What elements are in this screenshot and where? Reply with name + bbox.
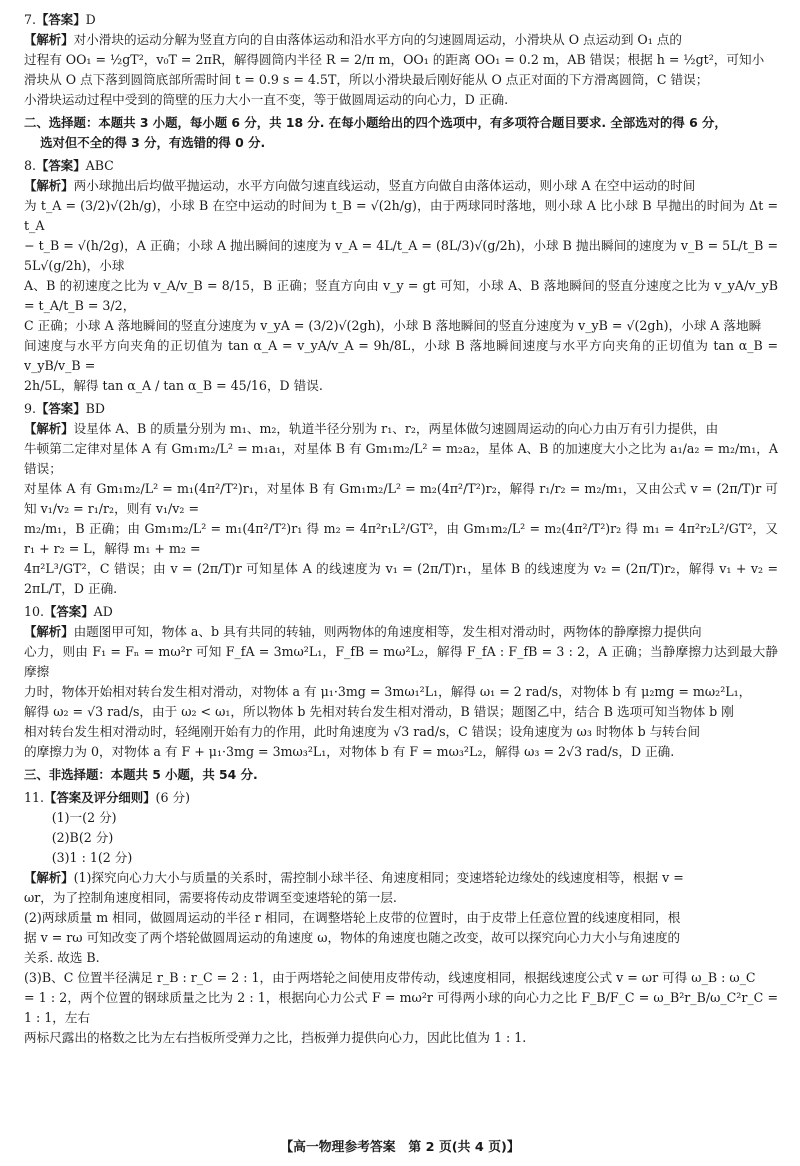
q11-item-1: (1)一(2 分) [51,810,117,825]
section-3-heading: 三、非选择题：本题共 5 小题，共 54 分. [24,767,258,782]
q9-analysis: 【解析】设星体 A、B 的质量分别为 m₁、m₂，轨道半径分别为 r₁、r₂，两星体做匀速圆周运动的向心力由万有引力提供，由 [24,421,719,436]
q11-item-2: (2)B(2 分) [51,830,114,845]
q8-line: 间速度与水平方向夹角的正切值为 tan α_A = v_yA/v_A = 9h/8L，小球 B 落地瞬间速度与水平方向夹角的正切值为 tan α_B = v_yB/v_B = [24,338,778,373]
q11-line: = 1 : 2，两个位置的钢球质量之比为 2 : 1，根据向心力公式 F = mω²r 可得两小球的向心力之比 F_B/F_C = ω_B²r_B/ω_C²r_C = 1 : 1，左右 [24,990,778,1025]
q10-line: 的摩擦力为 0，对物体 a 有 F + μ₁·3mg = 3mω₃²L₁，对物体 b 有 F = mω₃²L₂，解得 ω₃ = 2√3 rad/s，D 正确. [24,744,675,759]
q11-line: 两标尺露出的格数之比为左右挡板所受弹力之比，挡板弹力提供向心力，因此比值为 1 : 1. [24,1030,527,1045]
q8-line: − t_B = √(h/2g)，A 正确；小球 A 抛出瞬间的速度为 v_A = 4L/t_A = (8L/3)√(g/2h)，小球 B 抛出瞬间的速度为 v_B = 5L/t_B = 5L√(g/2h)，小球 [24,238,778,273]
q9-line: 牛顿第二定律对星体 A 有 Gm₁m₂/L² = m₁a₁，对星体 B 有 Gm₁m₂/L² = m₂a₂，星体 A、B 的加速度大小之比为 a₁/a₂ = m₂/m₁，A 错误； [24,441,778,476]
q11-heading: 11.【答案及评分细则】(6 分) [24,790,190,805]
q8-line: A、B 的初速度之比为 v_A/v_B = 8/15，B 正确；竖直方向由 v_y = gt 可知，小球 A、B 落地瞬间的竖直分速度之比为 v_yA/v_yB = t_A/t_B = 3/2， [24,278,778,313]
q8-line: 2h/5L，解得 tan α_A / tan α_B = 45/16，D 错误. [24,378,323,393]
q11-line: (3)B、C 位置半径满足 r_B : r_C = 2 : 1，由于两塔轮之间使用皮带传动，线速度相同，根据线速度公式 v = ωr 可得 ω_B : ω_C [24,970,756,985]
q9-line: 4π²L³/GT²，C 错误；由 v = (2π/T)r 可知星体 A 的线速度为 v₁ = (2π/T)r₁，星体 B 的线速度为 v₂ = (2π/T)r₂，解得 v₁ + v₂ = 2πL/T，D 正确. [24,561,778,596]
q11-line: (2)两球质量 m 相同，做圆周运动的半径 r 相同，在调整塔轮上皮带的位置时，由于皮带上任意位置的线速度相同，根 [24,910,681,925]
q8-analysis: 【解析】两小球抛出后均做平抛运动，水平方向做匀速直线运动，竖直方向做自由落体运动，则小球 A 在空中运动的时间 [24,178,696,193]
page-footer: 【高一物理参考答案 第 2 页(共 4 页)】 [280,1140,520,1155]
q10-line: 解得 ω₂ = √3 rad/s，由于 ω₂ < ω₁，所以物体 b 先相对转台发生相对滑动，B 错误；题图乙中，结合 B 选项可知当物体 b 刚 [24,704,734,719]
q7-line: 小滑块运动过程中受到的筒壁的压力大小一直不变，等于做圆周运动的向心力，D 正确. [24,92,509,107]
q8-line: C 正确；小球 A 落地瞬间的竖直分速度为 v_yA = (3/2)√(2gh)，小球 B 落地瞬间的竖直分速度为 v_yB = √(2gh)，小球 A 落地瞬 [24,318,762,333]
q11-line: 据 v = rω 可知改变了两个塔轮做圆周运动的角速度 ω，物体的角速度也随之改变，故可以探究向心力大小与角速度的 [24,930,681,945]
q11-line: ωr，为了控制角速度相同，需要将传动皮带调至变速塔轮的第一层. [24,890,397,905]
q11-analysis: 【解析】(1)探究向心力大小与质量的关系时，需控制小球半径、角速度相同；变速塔轮边缘处的线速度相等，根据 v = [24,870,684,885]
q7-line: 过程有 OO₁ = ½gT²，v₀T = 2πR，解得圆筒内半径 R = 2/π m，OO₁ 的距离 OO₁ = 0.2 m，AB 错误；根据 h = ½gt²，可知小 [24,52,765,67]
q11-line: 关系. 故选 B. [24,950,100,965]
q10-line: 相对转台发生相对滑动时，轻绳刚开始有力的作用，此时角速度为 √3 rad/s，C 错误；设角速度为 ω₃ 时物体 b 与转台间 [24,724,701,739]
q8-answer: 8.【答案】ABC [24,158,114,173]
section-2-heading-cont: 选对但不全的得 3 分，有选错的得 0 分. [40,135,266,150]
q10-line: 心力，则由 F₁ = Fₙ = mω²r 可知 F_fA = 3mω²L₁，F_fB = mω²L₂，解得 F_fA : F_fB = 3 : 2，A 正确；当静摩擦力达到最大静摩擦 [24,644,778,679]
q9-line: 对星体 A 有 Gm₁m₂/L² = m₁(4π²/T²)r₁，对星体 B 有 Gm₁m₂/L² = m₂(4π²/T²)r₂，解得 r₁/r₂ = m₂/m₁，又由公式 v = (2π/T)r 可知 v₁/v₂ = r₁/r₂，则有 v₁/v₂ = [24,481,778,516]
q7-line: 滑块从 O 点下落到圆筒底部所需时间 t = 0.9 s = 4.5T，所以小滑块最后刚好能从 O 点正对面的下方滑离圆筒，C 错误； [24,72,709,87]
section-2-heading: 二、选择题：本题共 3 小题，每小题 6 分，共 18 分. 在每小题给出的四个选项中，有多项符合题目要求. 全部选对的得 6 分， [24,115,727,130]
q10-answer: 10.【答案】AD [24,604,113,619]
q7-analysis: 【解析】对小滑块的运动分解为竖直方向的自由落体运动和沿水平方向的匀速圆周运动，小滑块从 O 点运动到 O₁ 点的 [24,32,682,47]
q11-item-3: (3)1 : 1(2 分) [51,850,133,865]
q7-answer: 7.【答案】D [24,12,96,27]
q10-line: 力时，物体开始相对转台发生相对滑动，对物体 a 有 μ₁·3mg = 3mω₁²L₁，解得 ω₁ = 2 rad/s，对物体 b 有 μ₂mg = mω₂²L₁， [24,684,752,699]
q8-line: 为 t_A = (3/2)√(2h/g)，小球 B 在空中运动的时间为 t_B = √(2h/g)，由于两球同时落地，则小球 A 比小球 B 早抛出的时间为 Δt = t_A [24,198,778,233]
q9-answer: 9.【答案】BD [24,401,105,416]
q10-analysis: 【解析】由题图甲可知，物体 a、b 具有共同的转轴，则两物体的角速度相等，发生相对滑动时，两物体的静摩擦力提供向 [24,624,702,639]
q9-line: m₂/m₁，B 正确；由 Gm₁m₂/L² = m₁(4π²/T²)r₁ 得 m₂ = 4π²r₁L²/GT²，由 Gm₁m₂/L² = m₂(4π²/T²)r₂ 得 m₁ = 4π²r₂L²/GT²，又 r₁ + r₂ = L，解得 m₁ + m₂ = [24,521,778,556]
